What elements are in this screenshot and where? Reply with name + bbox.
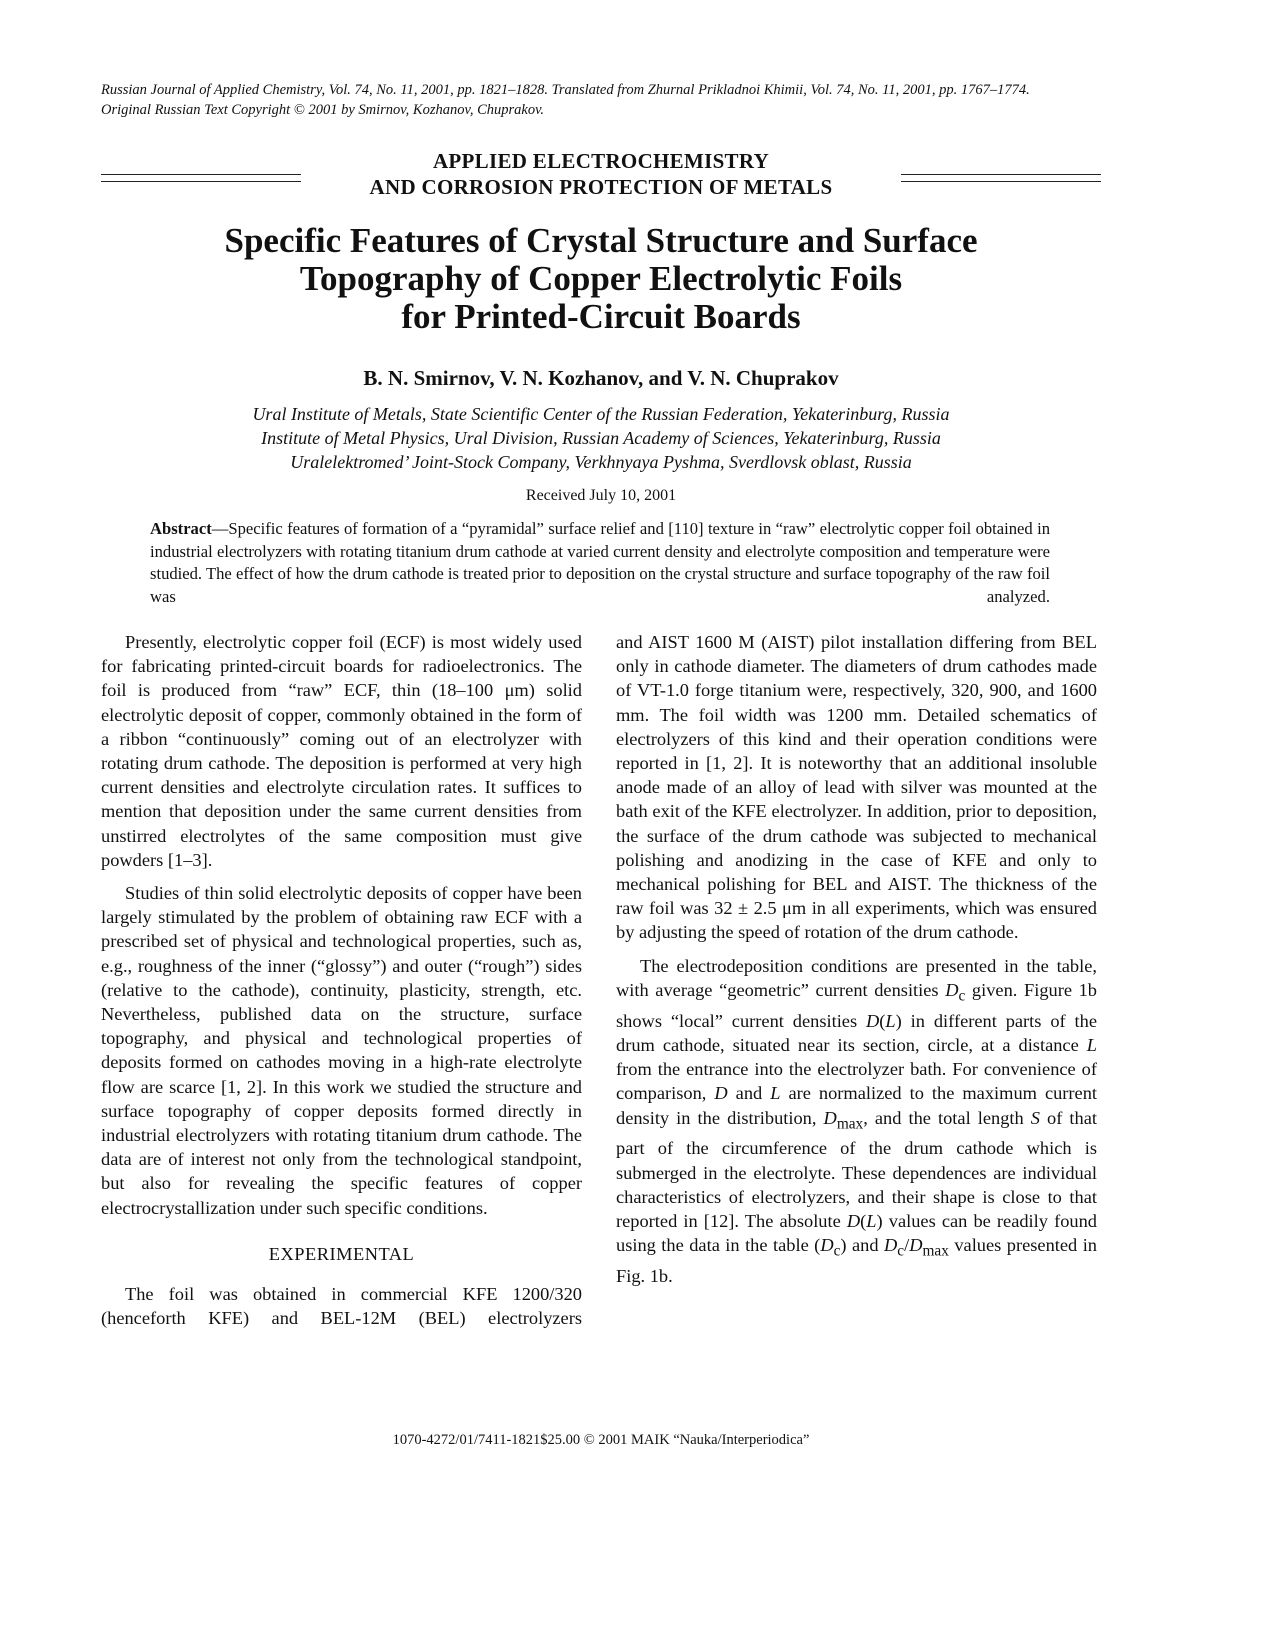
page-footer: 1070-4272/01/7411-1821$25.00 © 2001 MAIK “Nauka/Interperiodica” xyxy=(392,1432,810,1448)
affiliation: Ural Institute of Metals, State Scientific Center of the Russian Federation, Yekaterinburg, Russia xyxy=(252,404,950,424)
paragraph: and AIST 1600 M (AIST) pilot installation differing from BEL only in cathode diameter. The diameters of drum cathodes made of VT-1.0 forge titanium were, respectively, 320, 900, and 1600 mm. The foil width was 1200 mm. Detailed schematics of electrolyzers of this kind and their operation conditions were reported in [1, 2]. It is noteworthy that an additional insoluble anode made of an alloy of lead with silver was mounted at the bath exit of the KFE electrolyzer. In addition, prior to deposition, the surface of the drum cathode was subjected to mechanical polishing and anodizing in the case of KFE and only to mechanical polishing for BEL and AIST. The thickness of the raw foil was 32 ± 2.5 μm in all experiments, which was ensured by adjusting the speed of rotation of the drum cathode. xyxy=(616,632,1097,943)
paper-title-line2: Topography of Copper Electrolytic Foils xyxy=(299,259,903,298)
abstract-text: —Specific features of formation of a “pyramidal” surface relief and [110] texture in “raw” electrolytic copper foil obtained in industrial electrolyzers with rotating titanium drum cathode at varied current density and electrolyte composition and temperature were studied. The effect of how the drum cathode is treated prior to deposition on the crystal structure and surface topography of the raw foil was analyzed. xyxy=(150,519,1050,606)
section-title-line2: AND CORROSION PROTECTION OF METALS xyxy=(369,175,833,199)
paragraph: Presently, electrolytic copper foil (ECF) is most widely used for fabricating printed-circuit boards for radioelectronics. The foil is produced from “raw” ECF, thin (18–100 μm) solid electrolytic deposit of copper, commonly obtained in the form of a ribbon “continuously” coming out of an electrolyzer with rotating drum cathode. The deposition is performed at very high current densities and electrolyte circulation rates. It suffices to mention that deposition under the same current densities from unstirred electrolytes of the same composition must give powders [1–3]. xyxy=(101,632,582,870)
paragraph: Studies of thin solid electrolytic deposits of copper have been largely stimulated by the problem of obtaining raw ECF with a prescribed set of physical and technological properties, such as, e.g., roughness of the inner (“glossy”) and outer (“rough”) sides (relative to the cathode), continuity, plasticity, strength, etc. Nevertheless, published data on the structure, surface topography, and physical and technological properties of deposits formed on cathodes moving in a high-rate electrolyte flow are scarce [1, 2]. In this work we studied the structure and surface topography of copper deposits formed directly in industrial electrolyzers with rotating titanium drum cathode. The data are of interest not only from the technological standpoint, but also for revealing the specific features of copper electrocrystallization under such specific conditions. xyxy=(101,883,582,1218)
paragraph: The electrodeposition conditions are presented in the table, with average “geometric” current densities $D_c$ given. Figure 1b shows “local” current densities D(L) in different parts of the drum cathode, situated near its section, circle, at a distance L from the entrance into the electrolyzer bath. For convenience of comparison, D and L are normalized to the maximum current density in the distribution, $D_{max}$, and the total length S of that part of the circumference of the drum cathode which is submerged in the electrolyte. These dependences are individual characteristics of electrolyzers, and their shape is close to that reported in [12]. The absolute D(L) values can be readily found using the data in the table $(D_c)$ and $D_c/D_{max}$ values presented in Fig. 1b. xyxy=(616,955,1098,1287)
double-rule-right xyxy=(901,174,1101,182)
left-column xyxy=(101,630,582,1339)
experimental-heading: EXPERIMENTAL xyxy=(268,1243,415,1264)
copyright-line: Original Russian Text Copyright © 2001 by Smirnov, Kozhanov, Chuprakov. xyxy=(101,102,545,118)
abstract-label: Abstract xyxy=(150,519,212,538)
paper-title xyxy=(101,222,1101,336)
citation-line: Russian Journal of Applied Chemistry, Vol. 74, No. 11, 2001, pp. 1821–1828. Translated from Zhurnal Prikladnoi Khimii, Vol. 74, No. 11, 2001, pp. 1767–1774. xyxy=(101,82,1030,98)
received-date: Received July 10, 2001 xyxy=(525,487,677,504)
section-heading xyxy=(101,148,1101,200)
affiliation: Uralelektromed’ Joint-Stock Company, Verkhnyaya Pyshma, Sverdlovsk oblast, Russia xyxy=(290,452,912,472)
paper-title-line1: Specific Features of Crystal Structure and Surface xyxy=(224,221,978,260)
authors: B. N. Smirnov, V. N. Kozhanov, and V. N. Chuprakov xyxy=(363,366,839,390)
affiliations xyxy=(101,402,1101,474)
abstract xyxy=(150,518,1050,608)
right-column xyxy=(616,630,1097,1297)
paper-title-line3: for Printed-Circuit Boards xyxy=(401,297,801,336)
citation-header xyxy=(101,80,1101,120)
paragraph: The foil was obtained in commercial KFE 1200/320 (henceforth KFE) and BEL-12M (BEL) electrolyzers xyxy=(101,1284,582,1329)
affiliation: Institute of Metal Physics, Ural Division, Russian Academy of Sciences, Yekaterinburg, Russia xyxy=(261,428,941,448)
section-title-line1: APPLIED ELECTROCHEMISTRY xyxy=(432,149,770,173)
